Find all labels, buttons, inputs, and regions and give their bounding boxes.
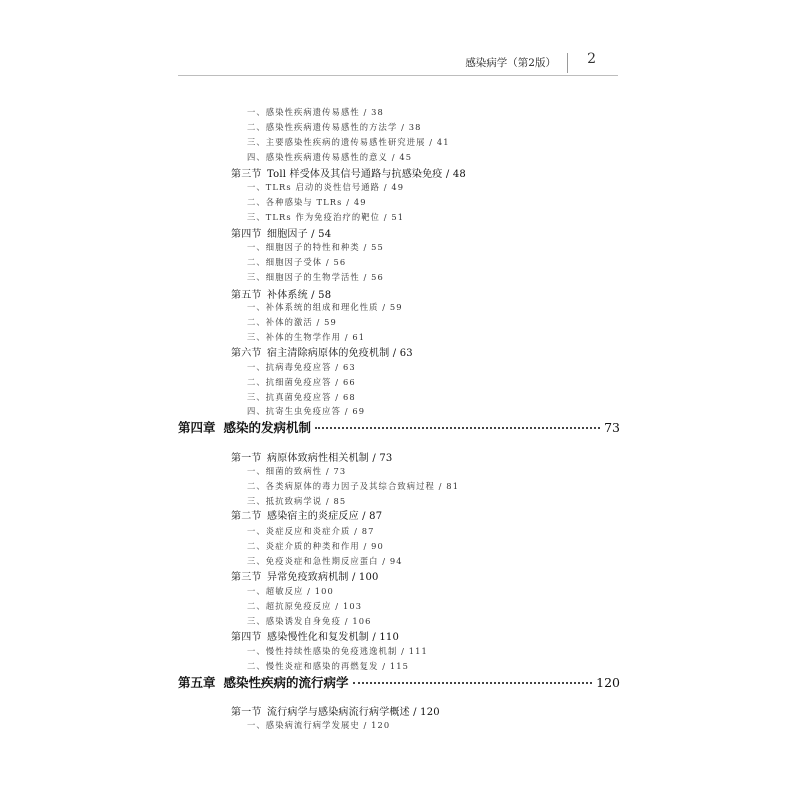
section-entry[interactable]	[231, 286, 331, 301]
section-title: 补体系统 / 58	[267, 290, 332, 301]
subsection-entry[interactable]: 三、抵抗致病学说 / 85	[247, 496, 347, 506]
subsection-entry[interactable]: 四、感染性疾病遗传易感性的意义 / 45	[247, 152, 413, 162]
chapter-title: 感染的发病机制	[223, 420, 312, 435]
section-title: 感染慢性化和复发机制 / 110	[267, 632, 400, 643]
section-title: 感染宿主的炎症反应 / 87	[267, 511, 383, 522]
subsection-entry[interactable]: 二、补体的激活 / 59	[247, 317, 337, 327]
section-entry[interactable]	[231, 507, 382, 522]
section-title: 病原体致病性相关机制 / 73	[267, 453, 393, 464]
subsection-entry[interactable]: 二、慢性炎症和感染的再燃复发 / 115	[247, 661, 410, 671]
subsection-entry[interactable]: 一、细菌的致病性 / 73	[247, 466, 347, 476]
subsection-entry[interactable]: 二、各类病原体的毒力因子及其综合致病过程 / 81	[247, 481, 460, 491]
section-number: 第六节	[231, 348, 262, 359]
section-title: 流行病学与感染病流行病学概述 / 120	[267, 707, 440, 718]
subsection-entry[interactable]: 一、补体系统的组成和理化性质 / 59	[247, 302, 403, 312]
subsection-entry[interactable]: 一、抗病毒免疫应答 / 63	[247, 362, 356, 372]
section-title: 宿主清除病原体的免疫机制 / 63	[267, 348, 413, 359]
chapter-page-number: 73	[604, 420, 620, 435]
section-title: Toll 样受体及其信号通路与抗感染免疫 / 48	[267, 169, 466, 180]
page-number: 2	[587, 51, 596, 67]
chapter-heading[interactable]	[178, 418, 620, 436]
section-entry[interactable]	[231, 225, 331, 240]
subsection-entry[interactable]: 一、超敏反应 / 100	[247, 586, 334, 596]
section-title: 细胞因子 / 54	[267, 229, 332, 240]
chapter-title: 感染性疾病的流行病学	[223, 675, 349, 690]
subsection-entry[interactable]: 三、细胞因子的生物学活性 / 56	[247, 272, 384, 282]
subsection-entry[interactable]: 四、抗寄生虫免疫应答 / 69	[247, 406, 366, 416]
chapter-page-number: 120	[596, 675, 620, 690]
subsection-entry[interactable]: 一、炎症反应和炎症介质 / 87	[247, 526, 375, 536]
section-entry[interactable]	[231, 703, 440, 718]
section-number: 第二节	[231, 511, 262, 522]
subsection-entry[interactable]: 一、感染性疾病遗传易感性 / 38	[247, 107, 384, 117]
book-title: 感染病学（第2版）	[465, 57, 556, 69]
subsection-entry[interactable]: 一、慢性持续性感染的免疫逃逸机制 / 111	[247, 646, 428, 656]
section-entry[interactable]	[231, 628, 399, 643]
subsection-entry[interactable]: 三、感染诱发自身免疫 / 106	[247, 616, 372, 626]
chapter-heading[interactable]	[178, 673, 620, 691]
subsection-entry[interactable]: 二、感染性疾病遗传易感性的方法学 / 38	[247, 122, 422, 132]
subsection-entry[interactable]: 三、主要感染性疾病的遗传易感性研究进展 / 41	[247, 137, 450, 147]
section-entry[interactable]	[231, 344, 413, 359]
dot-leader	[315, 427, 600, 429]
subsection-entry[interactable]: 二、各种感染与 TLRs / 49	[247, 197, 367, 207]
dot-leader	[353, 682, 593, 684]
section-number: 第一节	[231, 453, 262, 464]
section-entry[interactable]	[231, 449, 392, 464]
section-number: 第三节	[231, 572, 262, 583]
section-number: 第五节	[231, 290, 262, 301]
subsection-entry[interactable]: 二、细胞因子受体 / 56	[247, 257, 347, 267]
chapter-number: 第五章	[178, 675, 216, 690]
section-entry[interactable]	[231, 165, 466, 180]
subsection-entry[interactable]: 三、TLRs 作为免疫治疗的靶位 / 51	[247, 212, 405, 222]
section-entry[interactable]	[231, 568, 379, 583]
section-number: 第一节	[231, 707, 262, 718]
subsection-entry[interactable]: 二、抗细菌免疫应答 / 66	[247, 377, 356, 387]
section-number: 第三节	[231, 169, 262, 180]
subsection-entry[interactable]: 一、TLRs 启动的炎性信号通路 / 49	[247, 182, 405, 192]
subsection-entry[interactable]: 一、感染病流行病学发展史 / 120	[247, 720, 391, 730]
subsection-entry[interactable]: 二、超抗原免疫反应 / 103	[247, 601, 363, 611]
subsection-entry[interactable]: 三、补体的生物学作用 / 61	[247, 332, 366, 342]
subsection-entry[interactable]: 一、细胞因子的特性和种类 / 55	[247, 242, 384, 252]
subsection-entry[interactable]: 三、免疫炎症和急性期反应蛋白 / 94	[247, 556, 403, 566]
section-number: 第四节	[231, 229, 262, 240]
section-title: 异常免疫致病机制 / 100	[267, 572, 379, 583]
chapter-number: 第四章	[178, 420, 216, 435]
subsection-entry[interactable]: 二、炎症介质的种类和作用 / 90	[247, 541, 384, 551]
subsection-entry[interactable]: 三、抗真菌免疫应答 / 68	[247, 392, 356, 402]
section-number: 第四节	[231, 632, 262, 643]
